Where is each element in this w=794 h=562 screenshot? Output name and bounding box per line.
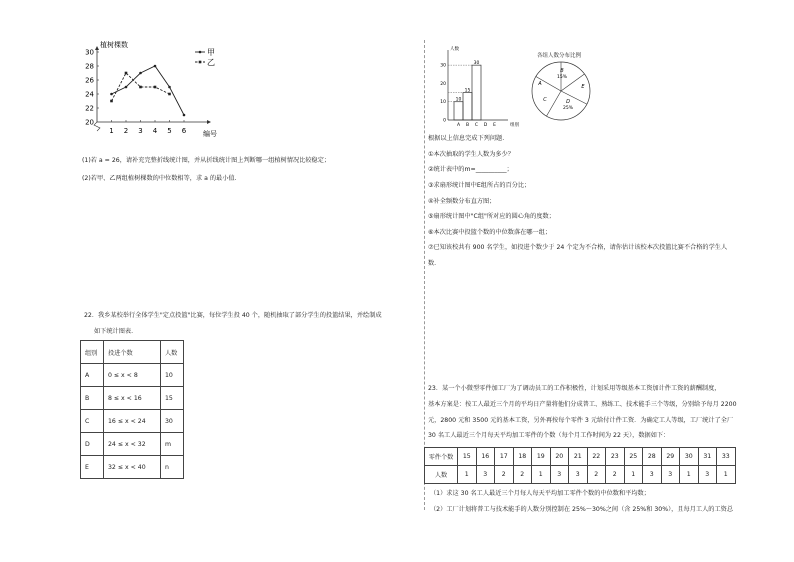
column-divider xyxy=(424,40,425,510)
table-row xyxy=(81,410,184,433)
x-tick-label: 1 xyxy=(109,127,114,135)
question-23-line-4: 30 名工人最近三个月每天平均加工零件的个数（每个月工作时间为 22 天），数据如下： xyxy=(428,432,670,439)
table-header-cell: 人数 xyxy=(425,466,458,484)
question-item-2: ②统计表中的m=__________； xyxy=(428,166,513,173)
x-tick-label: 6 xyxy=(181,127,187,135)
table-cell: 30 xyxy=(680,448,699,466)
question-item-7-line-2: 数. xyxy=(428,260,437,267)
sub-question-1: （1）求这 30 名工人最近三个月每人每天平均加工零件个数的中位数和平均数； xyxy=(430,490,650,497)
table-cell: 16 ≤ x < 24 xyxy=(104,410,161,433)
table-cell: 2 xyxy=(587,466,606,484)
pie-slice-percent: 25% xyxy=(562,106,574,111)
data-point xyxy=(154,86,157,89)
table-cell: B xyxy=(81,387,104,410)
table-cell: 30 xyxy=(161,410,184,433)
data-point xyxy=(125,72,128,75)
table-header-cell: 投进个数 xyxy=(104,341,161,364)
question-item-3: ③求扇形统计图中E组所占的百分比； xyxy=(428,182,531,189)
x-axis-arrow xyxy=(207,120,211,124)
table-cell: 1 xyxy=(717,466,736,484)
table-cell: 10 xyxy=(161,364,184,387)
x-tick-label: C xyxy=(474,123,479,128)
table-cell: 29 xyxy=(661,448,680,466)
table-cell: 1 xyxy=(532,466,551,484)
question-22-line-2: 如下统计图表. xyxy=(94,328,134,335)
bar xyxy=(463,93,472,120)
question-23-line-2: 基本方案是：按工人最近三个月的平均日产量将他们分成普工、熟练工、技术能手三个等级，分别给予每月 2200 xyxy=(428,401,737,408)
legend-marker xyxy=(199,61,202,64)
data-label: 10 xyxy=(455,97,462,103)
pie-slice-percent: 15% xyxy=(556,75,568,80)
table-header-cell: 人数 xyxy=(161,341,184,364)
table-cell: 33 xyxy=(717,448,736,466)
table-cell: 21 xyxy=(569,448,588,466)
table-header-cell: 零件个数 xyxy=(425,448,458,466)
legend-marker xyxy=(199,51,202,54)
table-cell: E xyxy=(81,456,104,479)
table-cell: 25 xyxy=(624,448,643,466)
data-point xyxy=(110,100,113,103)
table-cell: 19 xyxy=(532,448,551,466)
table-cell: 2 xyxy=(513,466,532,484)
table-cell: 1 xyxy=(680,466,699,484)
x-tick-label: A xyxy=(456,123,461,128)
sub-question-2: （2）工厂计划将普工与技术能手的人数分别控制在 25%～30%之间（含 25%和 30%），且每月工人的工资总 xyxy=(430,506,734,513)
y-tick-label: 24 xyxy=(85,90,94,99)
y-axis-label: 人数 xyxy=(450,47,459,52)
pie-slice-label: E xyxy=(581,84,585,90)
pie-chart-title: 各组人数分布比例 xyxy=(537,53,582,59)
data-point xyxy=(139,86,142,89)
table-cell: 3 xyxy=(550,466,569,484)
table-cell: 3 xyxy=(476,466,495,484)
table-cell: 3 xyxy=(643,466,662,484)
table-cell: 2 xyxy=(495,466,514,484)
x-tick-label: 2 xyxy=(123,127,129,135)
x-tick-label: 3 xyxy=(138,127,143,135)
table-cell: 22 xyxy=(587,448,606,466)
data-point xyxy=(168,93,171,96)
data-point xyxy=(125,86,128,89)
y-tick-label: 26 xyxy=(85,76,94,85)
pie-slice-label: B xyxy=(560,68,564,74)
y-tick-label: 20 xyxy=(85,118,94,127)
score-table xyxy=(80,340,184,479)
pie-slice-label: A xyxy=(538,81,542,87)
y-tick-label: 30 xyxy=(440,63,446,69)
table-cell: 3 xyxy=(569,466,588,484)
bar xyxy=(472,65,481,120)
x-tick-label: 5 xyxy=(167,127,172,135)
x-axis-label: 编号 xyxy=(203,130,217,138)
data-point xyxy=(183,114,186,117)
table-cell: 17 xyxy=(495,448,514,466)
question-23-line-1: 23．某一个小微型零件加工厂为了调动员工的工作积极性，计划采用等级基本工资加计件工资的薪酬制度， xyxy=(428,385,721,392)
table-row xyxy=(81,364,184,387)
table-cell: 18 xyxy=(513,448,532,466)
table-row xyxy=(81,433,184,456)
y-tick-label: 30 xyxy=(85,48,94,57)
question-item-7-line-1: ⑦已知该校共有 900 名学生，如投进个数少于 24 个定为不合格，请你估计该校本次投篮比赛不合格的学生人 xyxy=(428,244,728,251)
bar-chart xyxy=(432,44,524,130)
y-tick-label: 22 xyxy=(85,104,94,113)
table-row xyxy=(81,387,184,410)
table-cell: 0 ≤ x < 8 xyxy=(104,364,161,387)
x-axis-label: 组别 xyxy=(510,123,519,128)
data-point xyxy=(110,93,113,96)
question-item-6: ⑥本次比赛中投篮个数的中位数落在哪一组； xyxy=(428,229,552,236)
table-cell: 8 ≤ x < 16 xyxy=(104,387,161,410)
legend-label: 乙 xyxy=(207,58,215,67)
table-row xyxy=(425,466,736,484)
y-axis-arrow xyxy=(95,46,99,50)
question-part-2: (2)若甲、乙两组植树棵数的中位数相等，求 a 的最小值. xyxy=(82,175,237,182)
data-label: 30 xyxy=(473,61,480,67)
y-tick-label: 20 xyxy=(440,81,446,87)
table-cell: 3 xyxy=(661,466,680,484)
x-tick-label: 4 xyxy=(152,127,158,135)
table-cell: 20 xyxy=(550,448,569,466)
pie-slice-edge xyxy=(561,91,587,104)
question-22-line-1: 22．我乡某校举行全体学生"定点投篮"比赛，每位学生投 40 个，随机抽取了部分学生的投篮结果，并绘制成 xyxy=(84,312,382,319)
question-item-1: ①本次抽取的学生人数为多少？ xyxy=(428,151,514,158)
y-tick-label: 0 xyxy=(443,118,446,124)
table-cell: A xyxy=(81,364,104,387)
x-tick-label: B xyxy=(465,123,470,128)
question-23-line-3: 元，2800 元和 3500 元的基本工资，另外再按每个零件 3 元给付计件工资．为确定工人等级，工厂统计了全厂 xyxy=(428,417,734,424)
table-cell: 15 xyxy=(458,448,477,466)
pie-slice-label: C xyxy=(543,97,547,103)
table-cell: 16 xyxy=(476,448,495,466)
data-label: 15 xyxy=(464,88,471,94)
table-cell: 23 xyxy=(606,448,625,466)
table-cell: 3 xyxy=(698,466,717,484)
y-tick-label: 28 xyxy=(85,62,94,71)
table-cell: 31 xyxy=(698,448,717,466)
line-chart xyxy=(80,40,220,152)
table-cell: m xyxy=(161,433,184,456)
table-cell: 2 xyxy=(606,466,625,484)
question-item-5: ⑤扇形统计图中"C组"所对应的圆心角的度数； xyxy=(428,213,555,220)
question-part-1: (1)若 a = 26，请补充完整折线统计图，并从折线统计图上判断哪一组植树情况比较稳定； xyxy=(82,157,331,164)
table-cell: 1 xyxy=(458,466,477,484)
series-line xyxy=(112,66,185,115)
table-cell: C xyxy=(81,410,104,433)
table-cell: 15 xyxy=(161,387,184,410)
parts-table xyxy=(424,447,736,484)
table-cell: 28 xyxy=(643,448,662,466)
instruction-text: 根据以上信息完成下列问题. xyxy=(428,135,505,142)
table-row xyxy=(81,456,184,479)
table-header-cell: 组别 xyxy=(81,341,104,364)
legend-label: 甲 xyxy=(207,48,215,57)
table-cell: 32 ≤ x < 40 xyxy=(104,456,161,479)
pie-slice-edge xyxy=(547,91,562,116)
pie-slice-label: D xyxy=(566,99,570,105)
y-axis-label: 植树棵数 xyxy=(100,41,128,49)
x-tick-label: D xyxy=(483,123,488,128)
table-row xyxy=(425,448,736,466)
table-cell: D xyxy=(81,433,104,456)
table-cell: 24 ≤ x < 32 xyxy=(104,433,161,456)
table-header-row xyxy=(81,341,184,364)
bar xyxy=(454,102,463,120)
pie-chart xyxy=(528,60,598,124)
table-cell: n xyxy=(161,456,184,479)
x-tick-label: E xyxy=(493,123,496,128)
axis-break xyxy=(94,122,100,131)
data-point xyxy=(154,65,157,68)
y-tick-label: 10 xyxy=(440,100,446,106)
question-item-4: ④补全频数分布直方图； xyxy=(428,198,496,205)
data-point xyxy=(168,86,171,89)
table-cell: 1 xyxy=(624,466,643,484)
data-point xyxy=(139,72,142,75)
